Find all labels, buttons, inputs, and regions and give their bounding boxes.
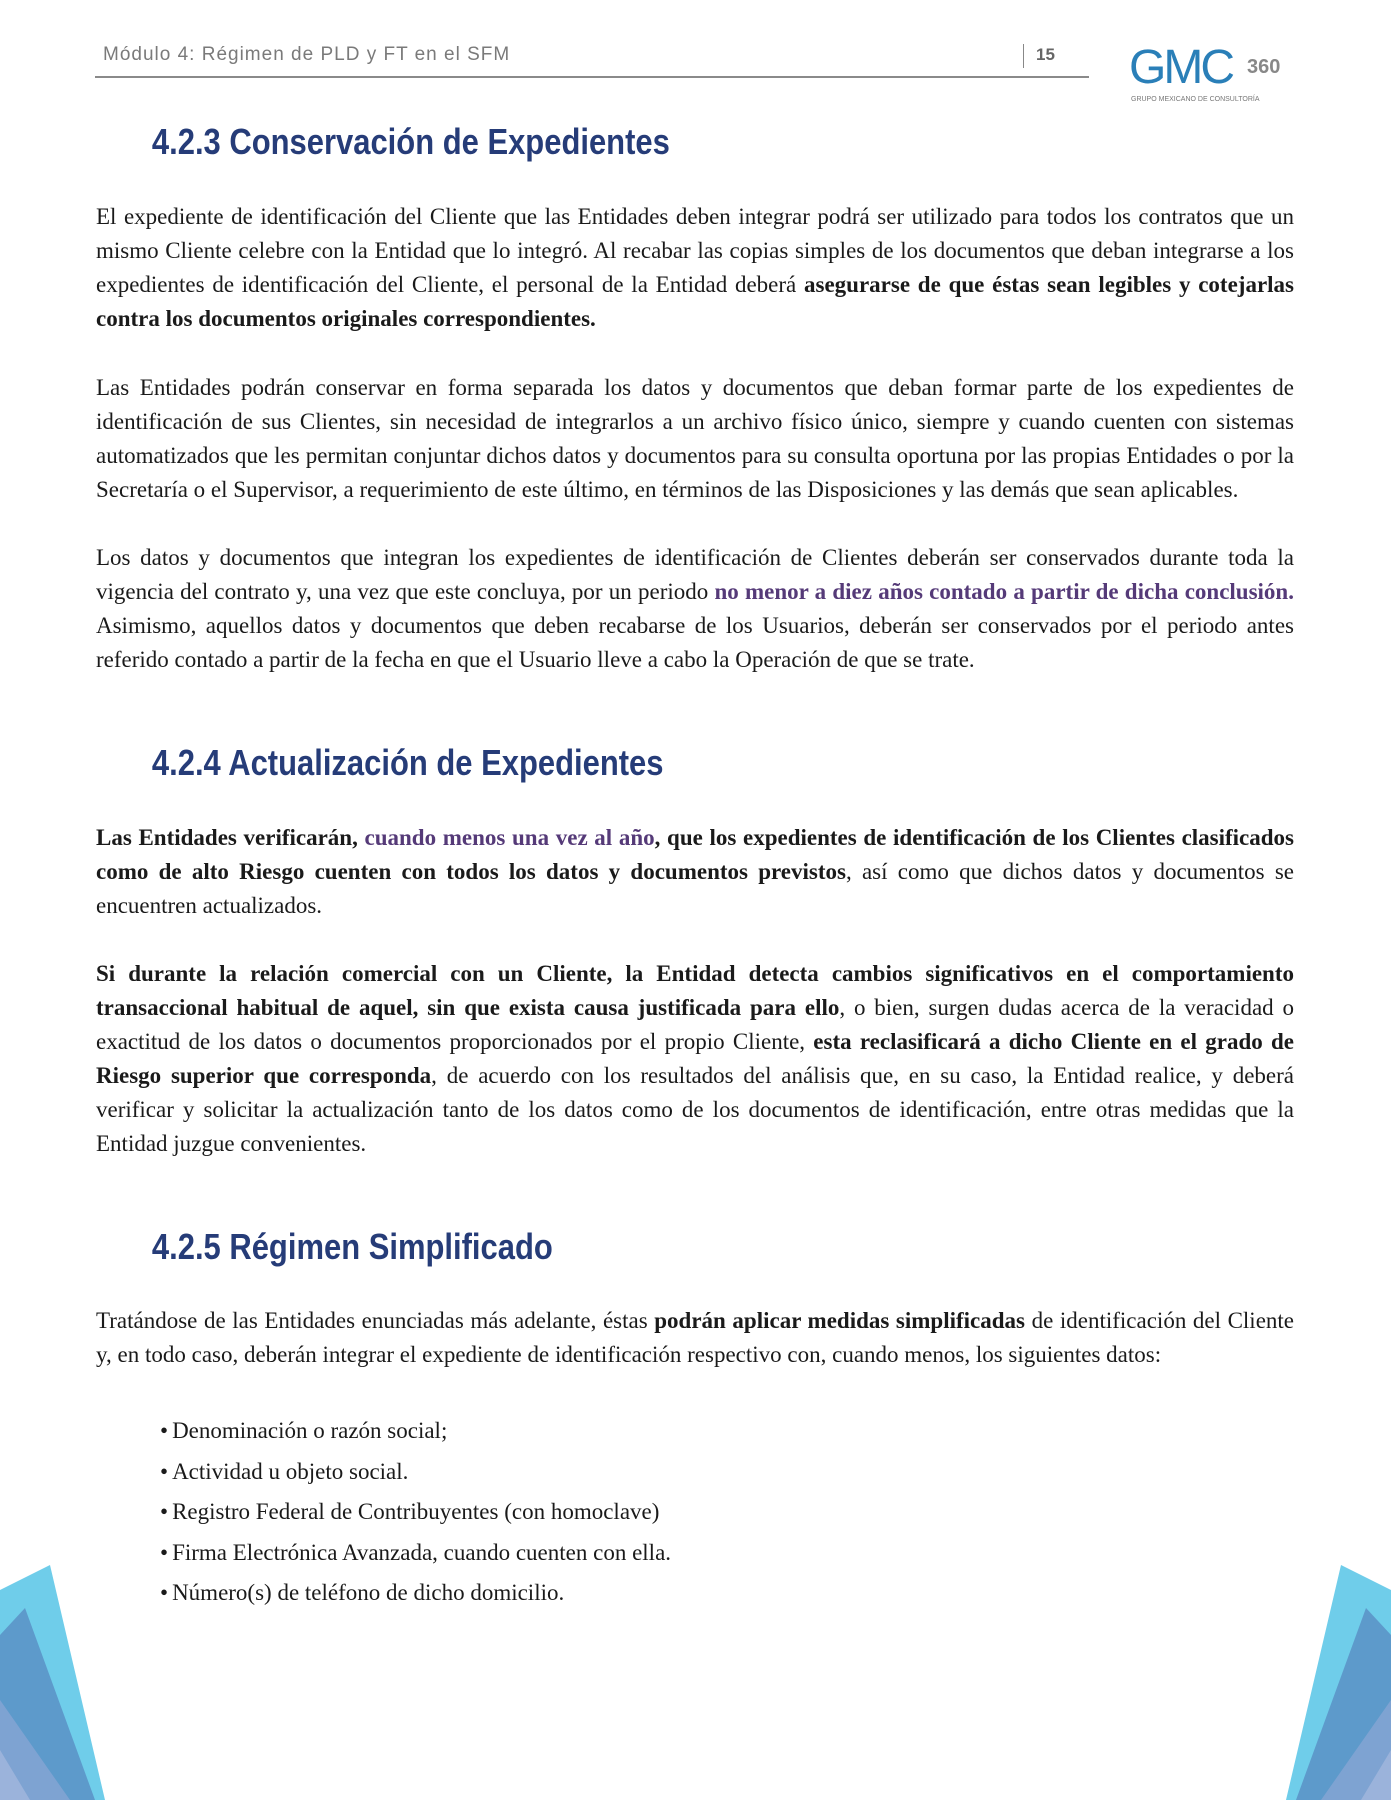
logo-number: 360: [1247, 56, 1281, 78]
logo-subtitle: GRUPO MEXICANO DE CONSULTORÍA: [1131, 96, 1260, 103]
text-segment: , así como que dichos datos y documentos se encuentren actualizados.: [96, 859, 1295, 918]
section-heading-424: 4.2.4 Actualización de Expedientes: [151, 742, 664, 783]
paragraph: [96, 957, 1294, 1161]
header-separator: [1023, 44, 1024, 68]
text-segment: , o bien, surgen dudas acerca de la veracidad o exactitud de los datos o documentos proporcionados por el propio Cliente,: [96, 995, 1294, 1054]
list-item: • Número(s) de teléfono de dicho domicilio.: [160, 1573, 1294, 1614]
highlighted-text: no menor a diez años contado a partir de dicha conclusión.: [714, 579, 1294, 604]
bold-text: Las Entidades verificarán,: [96, 825, 365, 850]
text-segment: El expediente de identificación del Cliente que las Entidades deben integrar podrá ser utilizado para todos los contratos que un mismo Cliente celebre con la Entidad que lo integró. Al recabar las copias simples de los documentos que deban integrarse a los expedientes de identificación del Cliente, el personal de la Entidad deberá: [96, 204, 1294, 297]
text-segment: Las Entidades podrán conservar en forma separada los datos y documentos que deban formar parte de los expedientes de identificación de sus Clientes, sin necesidad de integrarlos a un archivo físico único, siempre y cuando cuenten con sistemas automatizados que les permitan conjuntar dichos datos y documentos para su consulta oportuna por las propias Entidades o por la Secretaría o el Supervisor, a requerimiento de este último, en términos de las Disposiciones y las demás que sean aplicables.: [96, 375, 1294, 502]
text-segment: Los datos y documentos que integran los expedientes de identificación de Clientes deberán ser conservados durante toda la vigencia del contrato y, una vez que este concluya, por un periodo: [96, 545, 1294, 604]
page-content: [96, 120, 1294, 1614]
highlighted-text: cuando menos una vez al año: [364, 825, 655, 850]
paragraph: [96, 371, 1294, 507]
module-title: Módulo 4: Régimen de PLD y FT en el SFM: [103, 44, 511, 65]
section-heading-423: 4.2.3 Conservación de Expedientes: [151, 121, 670, 162]
list-item: • Registro Federal de Contribuyentes (con homoclave): [160, 1492, 1294, 1533]
corner-decoration-right: [1271, 1560, 1391, 1800]
text-segment: , de acuerdo con los resultados del análisis que, en su caso, la Entidad realice, y deberá verificar y solicitar la actualización tanto de los datos como de los documentos de identificación, entre otras medidas que la Entidad juzgue convenientes.: [96, 1063, 1294, 1156]
bold-text: podrán aplicar medidas simplificadas: [654, 1308, 1026, 1333]
list-item: • Firma Electrónica Avanzada, cuando cuenten con ella.: [160, 1533, 1294, 1574]
corner-decoration-left: [0, 1560, 120, 1800]
text-segment: Tratándose de las Entidades enunciadas más adelante, éstas: [96, 1308, 655, 1333]
list-item: • Actividad u objeto social.: [160, 1452, 1294, 1493]
paragraph: [96, 821, 1294, 923]
bold-text: Si durante la relación comercial con un Cliente, la Entidad detecta cambios significativos en el comportamiento transaccional habitual de aquel, sin que exista causa justificada para ello: [96, 961, 1294, 1020]
bold-text: , que los expedientes de identificación de los Clientes clasificados como de alto Riesgo cuenten con todos los datos y documentos previstos: [96, 825, 1295, 884]
gmc-logo: [1129, 41, 1289, 106]
header-rule: [95, 76, 1089, 78]
page-number: 15: [1036, 45, 1055, 64]
bold-text: esta reclasificará a dicho Cliente en el grado de Riesgo superior que corresponda: [96, 1029, 1295, 1088]
text-segment: de identificación del Cliente y, en todo caso, deberán integrar el expediente de identificación respectivo con, cuando menos, los siguientes datos:: [96, 1308, 1295, 1367]
list-item: • Denominación o razón social;: [160, 1411, 1294, 1452]
paragraph: [96, 1304, 1294, 1372]
paragraph: [96, 200, 1294, 336]
logo-text: GMC: [1129, 41, 1232, 94]
text-segment: Asimismo, aquellos datos y documentos que deben recabarse de los Usuarios, deberán ser conservados por el periodo antes referido contado a partir de la fecha en que el Usuario lleve a cabo la Operación de que se trate.: [96, 613, 1294, 672]
bold-text: asegurarse de que éstas sean legibles y cotejarlas contra los documentos originales correspondientes.: [96, 272, 1294, 331]
paragraph: [96, 541, 1294, 677]
required-data-list: [160, 1411, 1294, 1614]
section-heading-425: 4.2.5 Régimen Simplificado: [151, 1226, 553, 1267]
